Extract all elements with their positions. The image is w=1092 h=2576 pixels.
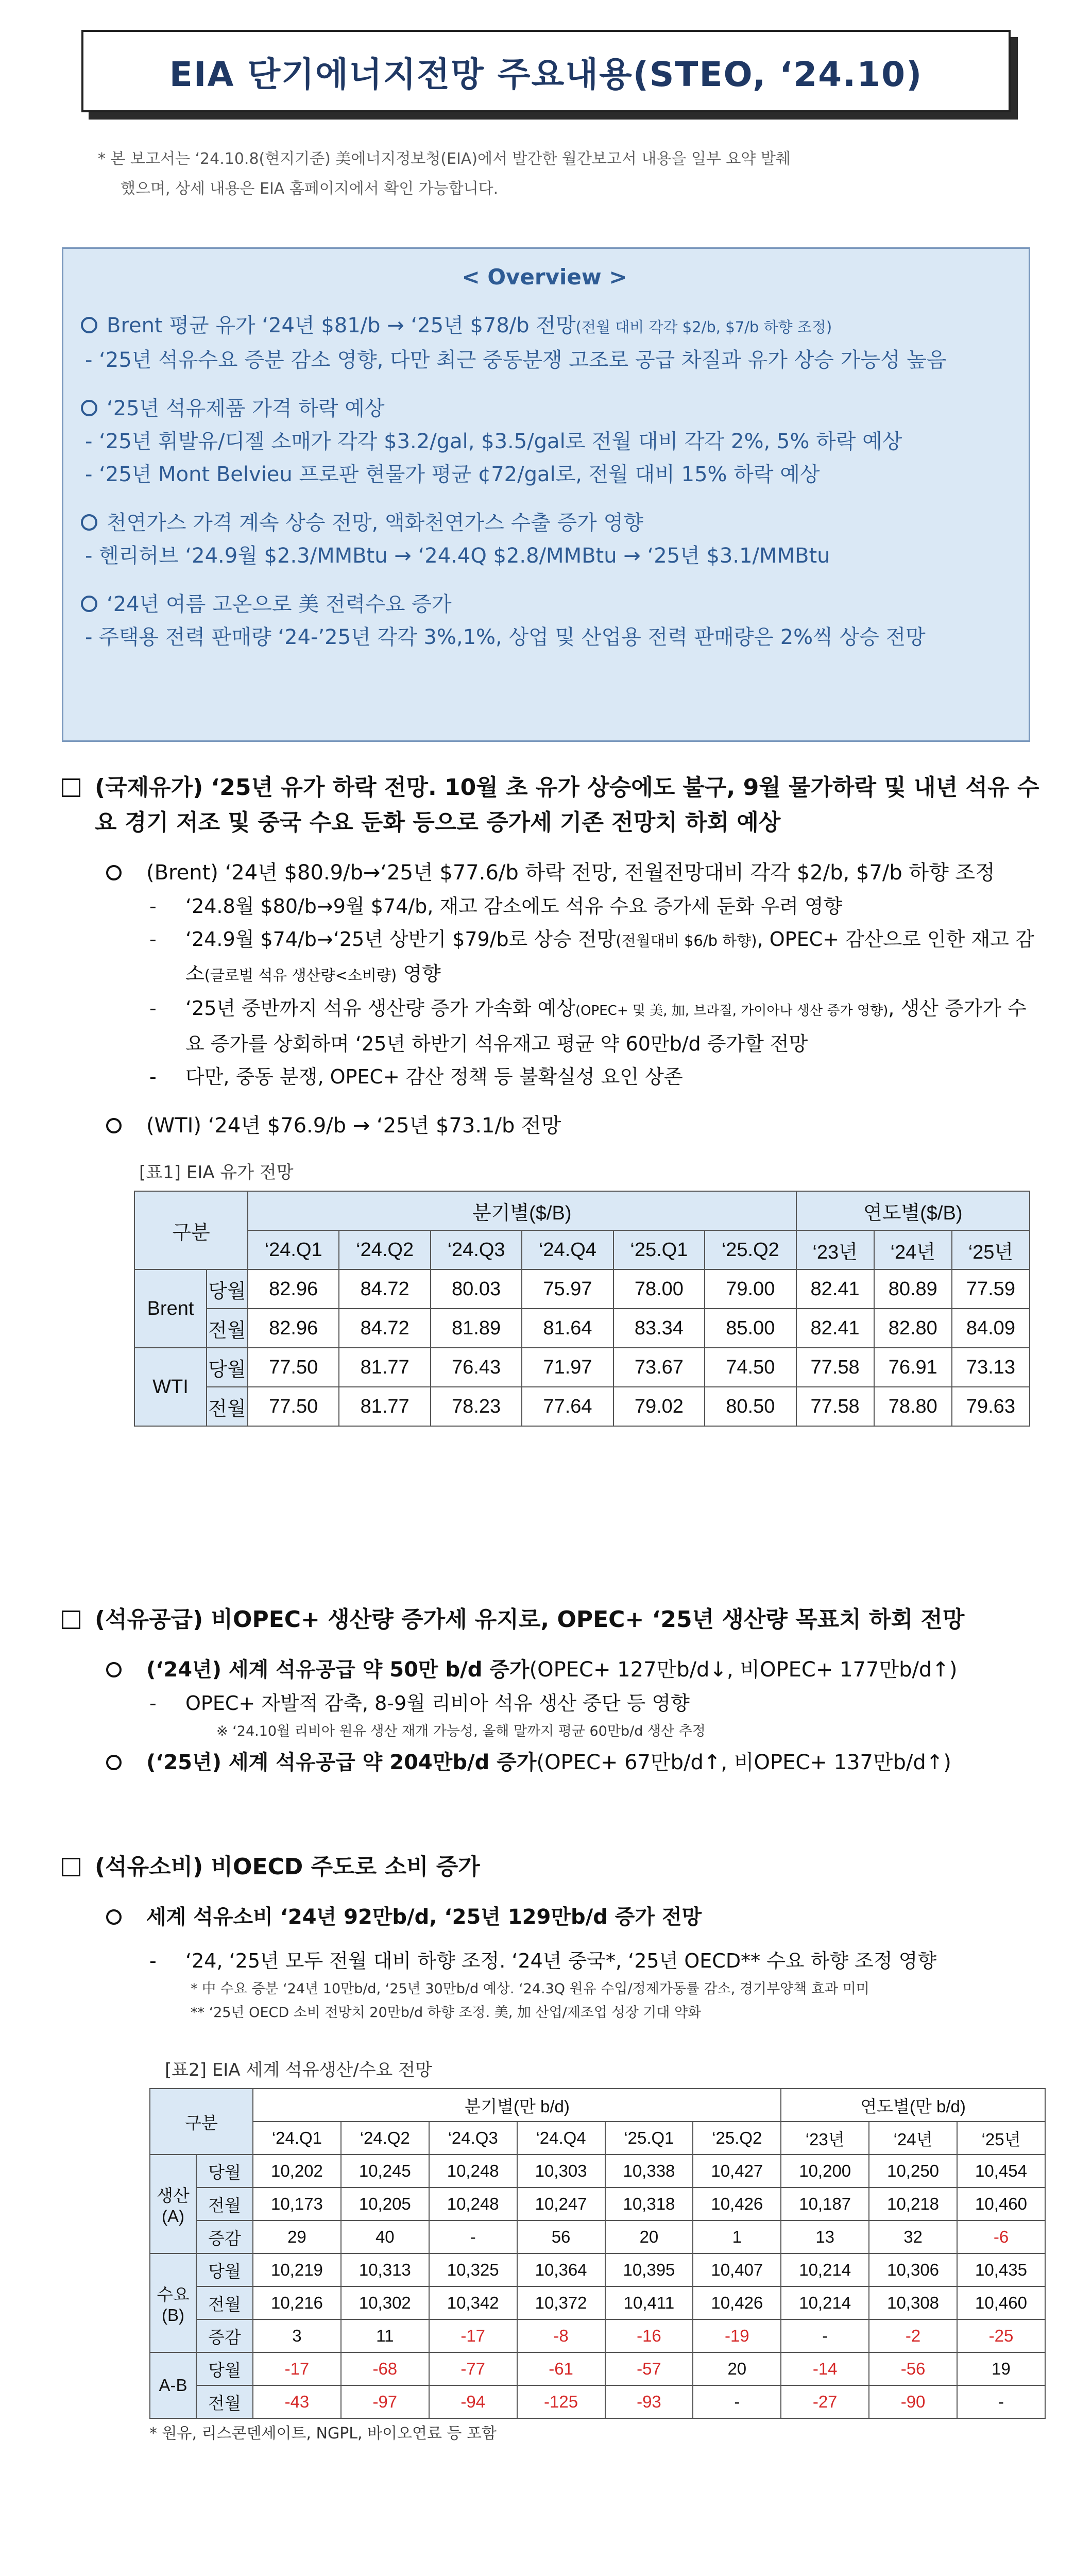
- section-oil-supply: (석유공급) 비OPEC+ 생산량 증가세 유지로, OPEC+ ‘25년 생산량 목표치 하회 전망 (‘24년) 세계 석유공급 약 50만 b/d 증가(OPEC+ 127만b/d↓, 비OPEC+ 177만b/d↑) - OPEC+ 자발적 감축, 8-9월 리비아 석유 생산 중단 등 영향 ※ ‘24.10월 리비아 원유 생산 재개 가능성, 올해 말까지 평균 60만b/d 생산 추정 (‘25년) 세계 석유공급 약 204만b/d 증가(OPEC+ 67만b/d↑, 비OPEC+ 137만b/d↑): [62, 1602, 1040, 1780]
- circle-bullet-icon: [106, 1118, 122, 1133]
- circle-bullet-icon: [81, 596, 97, 612]
- column-header: ‘24.Q4: [522, 1230, 613, 1269]
- column-header: ‘25.Q1: [613, 1230, 705, 1269]
- table-caption: [표2] EIA 세계 석유생산/수요 전망: [165, 2060, 432, 2080]
- overview-item-sub: - ‘25년 Mont Belvieu 프로판 현물가 평균 ¢72/gal로, 전월 대비 15% 하락 예상: [85, 463, 820, 486]
- supply-demand-table: 구분 분기별(만 b/d) 연도별(만 b/d) ‘24.Q1 ‘24.Q2 ‘24.Q3 ‘24.Q4 ‘25.Q1 ‘25.Q2 ‘23년 ‘24년 ‘25년 생산 (A) 당월 10,202 10,245 10,248 10,303 10,338 10,427 10,200 10,250 10,454 전월 10,173 10,205 10,248 10,247 10,318 10,426 10,187 10,218 10,460 증감 29 40 - 56 20 1 13 32 -6 수요 (B) 당월 10,219 10,313 10,325 10,364 10,395 10,407 10,214 10,306 10,435 전월 10,216 10,302 10,342 10,372 10,411 10,426 10,214 10,308 10,460 증감 3 11 -17 -8 -16 -19 - -2 -25 A-B 당월 -17 -68 -77 -61 -57 20 -14 -56 19 전월 -43 -97 -94 -125 -93 - -27 -90 -: [149, 2088, 1046, 2419]
- section-oil-consumption: (석유소비) 비OECD 주도로 소비 증가 세계 석유소비 ‘24년 92만b/d, ‘25년 129만b/d 증가 전망 - ‘24, ‘25년 모두 전월 대비 하향 조정. ‘24년 중국*, ‘25년 OECD** 수요 하향 조정 영향 * 中 수요 증분 ‘24년 10만b/d, ‘25년 30만b/d 예상. ‘24.3Q 원유 수입/정제가동률 감소, 경기부양책 효과 미미 ** ‘25년 OECD 소비 전망치 20만b/d 하향 조정. 美, 加 산업/제조업 성장 기대 약화 [표2] EIA 세계 석유생산/수요 전망 구분 분기별(만 b/d) 연도별(만 b/d) ‘24.Q1 ‘24.Q2 ‘24.Q3 ‘24.Q4 ‘25.Q1 ‘25.Q2 ‘23년 ‘24년 ‘25년 생산 (A) 당월 10,202 10,245 10,248 10,303 10,338 10,427 10,200 10,250 10,454 전월 10,173 10,205 10,248 10,247 10,318 10,426 10,187 10,218 10,460 증감 29 40 - 56 20 1 13 32 -6 수요 (B) 당월 10,219 10,313 10,325 10,364 10,395 10,407 10,214 10,306 10,435 전월 10,216 10,302 10,342 10,372 10,411 10,426 10,214 10,308 10,460 증감 3 11 -17 -8 -16 -19 - -2 -25 A-B 당월 -17 -68 -77 -61 -57 20 -14 -56 19 전월 -43 -97 -94 -125 -93 - -27 -90 - * 원유, 리스콘덴세이트, NGPL, 바이오연료 등 포함: [62, 1850, 1040, 2446]
- table-row: A-B 당월 -17 -68 -77 -61 -57 20 -14 -56 19: [150, 2352, 1045, 2385]
- circle-bullet-icon: [81, 514, 97, 531]
- overview-item-sub: - 주택용 전력 판매량 ‘24-’25년 각각 3%,1%, 상업 및 산업용 전력 판매량은 2%씩 상승 전망: [85, 625, 926, 649]
- square-bullet-icon: [62, 1611, 80, 1629]
- brent-outlook: (Brent) ‘24년 $80.9/b→‘25년 $77.6/b 하락 전망, 전월전망대비 각각 $2/b, $7/b 하향 조정: [146, 861, 995, 885]
- column-header: ‘24.Q1: [248, 1230, 339, 1269]
- table-row: 전월 82.96 84.72 81.89 81.64 83.34 85.00 82.41 82.80 84.09: [134, 1309, 1030, 1348]
- table-group-header: 분기별($/B): [248, 1191, 796, 1230]
- table-group-header: 연도별($/B): [796, 1191, 1030, 1230]
- page-title: EIA 단기에너지전망 주요내용(STEO, ‘24.10): [169, 54, 923, 94]
- table-row: 전월 -43 -97 -94 -125 -93 - -27 -90 -: [150, 2385, 1045, 2418]
- circle-bullet-icon: [81, 317, 97, 333]
- table-corner: 구분: [134, 1191, 248, 1269]
- overview-item-sub: - ‘25년 석유수요 증분 감소 영향, 다만 최근 중동분쟁 고조로 공급 차질과 유가 상승 가능성 높음: [85, 348, 947, 372]
- circle-bullet-icon: [81, 400, 97, 416]
- overview-item: [81, 392, 1008, 491]
- table-row: 수요 (B) 당월 10,219 10,313 10,325 10,364 10,395 10,407 10,214 10,306 10,435: [150, 2253, 1045, 2286]
- column-header: ‘24년: [874, 1230, 952, 1269]
- column-header: ‘25.Q2: [705, 1230, 796, 1269]
- list-item: - 다만, 중동 분쟁, OPEC+ 감산 정책 등 불확실성 요인 상존: [149, 1065, 683, 1088]
- overview-item: [81, 506, 1008, 572]
- section-heading: (석유소비) 비OECD 주도로 소비 증가: [95, 1854, 480, 1880]
- overview-item-sub: - 헨리허브 ‘24.9월 $2.3/MMBtu → ‘24.4Q $2.8/MMBtu → ‘25년 $3.1/MMBtu: [85, 544, 830, 568]
- section-oil-price: [62, 770, 1040, 1427]
- note: ** ‘25년 OECD 소비 전망치 20만b/d 하향 조정. 美, 加 산업/제조업 성장 기대 약화: [191, 2005, 702, 2021]
- table-row: 전월 10,173 10,205 10,248 10,247 10,318 10,426 10,187 10,218 10,460: [150, 2188, 1045, 2221]
- disclaimer-line-1: * 본 보고서는 ‘24.10.8(현지기준) 美에너지정보청(EIA)에서 발간한 월간보고서 내용을 일부 요약 발췌: [98, 150, 791, 168]
- wti-outlook: (WTI) ‘24년 $76.9/b → ‘25년 $73.1/b 전망: [146, 1114, 561, 1138]
- overview-item-sub: - ‘25년 휘발유/디젤 소매가 각각 $3.2/gal, $3.5/gal로 전월 대비 각각 2%, 5% 하락 예상: [85, 430, 902, 453]
- list-item: - ‘24.8월 $80/b→9월 $74/b, 재고 감소에도 석유 수요 증가세 둔화 우려 영향: [149, 895, 843, 918]
- overview-item: [81, 309, 1008, 377]
- circle-bullet-icon: [106, 865, 122, 880]
- column-header: ‘23년: [796, 1230, 874, 1269]
- overview-item-main: ‘25년 석유제품 가격 하락 예상: [107, 397, 385, 420]
- table-row: 증감 29 40 - 56 20 1 13 32 -6: [150, 2221, 1045, 2253]
- overview-box: [62, 247, 1030, 742]
- table-row: 생산 (A) 당월 10,202 10,245 10,248 10,303 10,338 10,427 10,200 10,250 10,454: [150, 2155, 1045, 2188]
- table-row: Brent 당월 82.96 84.72 80.03 75.97 78.00 79.00 82.41 80.89 77.59: [134, 1269, 1030, 1309]
- circle-bullet-icon: [106, 1755, 122, 1770]
- list-item: - OPEC+ 자발적 감축, 8-9월 리비아 석유 생산 중단 등 영향: [149, 1692, 690, 1715]
- list-item: - ‘24.9월 $74/b→‘25년 상반기 $79/b로 상승 전망(전월대비 $6/b 하향), OPEC+ 감산으로 인한 재고 감소(글로벌 석유 생산량<소비량) 영향: [149, 928, 1034, 985]
- square-bullet-icon: [62, 778, 80, 797]
- table-footnote: * 원유, 리스콘덴세이트, NGPL, 바이오연료 등 포함: [149, 2425, 497, 2443]
- table-row: 전월 77.50 81.77 78.23 77.64 79.02 80.50 77.58 78.80 79.63: [134, 1387, 1030, 1426]
- section-heading: (국제유가) ‘25년 유가 하락 전망. 10월 초 유가 상승에도 불구, 9월 물가하락 및 내년 석유 수요 경기 저조 및 중국 수요 둔화 등으로 증가세 기존 전망치 하회 예상: [95, 774, 1039, 836]
- list-item: - ‘24, ‘25년 모두 전월 대비 하향 조정. ‘24년 중국*, ‘25년 OECD** 수요 하향 조정 영향: [149, 1950, 937, 1972]
- column-header: ‘24.Q2: [339, 1230, 430, 1269]
- table-group-header: 연도별(만 b/d): [781, 2089, 1045, 2122]
- table-caption: [표1] EIA 유가 전망: [139, 1162, 294, 1183]
- overview-item: [81, 588, 1008, 654]
- note: ※ ‘24.10월 리비아 원유 생산 재개 가능성, 올해 말까지 평균 60만b/d 생산 추정: [216, 1723, 706, 1739]
- disclaimer: [98, 144, 1020, 204]
- disclaimer-line-2: 했으며, 상세 내용은 EIA 홈페이지에서 확인 가능합니다.: [121, 180, 499, 198]
- table-row: 증감 3 11 -17 -8 -16 -19 - -2 -25: [150, 2319, 1045, 2352]
- column-header: ‘24.Q3: [431, 1230, 522, 1269]
- overview-item-note: (전월 대비 각각 $2/b, $7/b 하향 조정): [575, 318, 832, 336]
- note: * 中 수요 증분 ‘24년 10만b/d, ‘25년 30만b/d 예상. ‘24.3Q 원유 수입/정제가동률 감소, 경기부양책 효과 미미: [191, 1981, 869, 1997]
- title-box: [81, 30, 1011, 112]
- overview-title: < Overview >: [462, 264, 627, 290]
- circle-bullet-icon: [106, 1662, 122, 1677]
- table-row: WTI 당월 77.50 81.77 76.43 71.97 73.67 74.50 77.58 76.91 73.13: [134, 1348, 1030, 1387]
- table-group-header: 분기별(만 b/d): [253, 2089, 781, 2122]
- column-header: ‘25년: [952, 1230, 1030, 1269]
- overview-item-main: ‘24년 여름 고온으로 美 전력수요 증가: [107, 592, 452, 616]
- table-corner: 구분: [150, 2089, 253, 2155]
- overview-item-main: Brent 평균 유가 ‘24년 $81/b → ‘25년 $78/b 전망: [107, 314, 576, 337]
- section-heading: (석유공급) 비OPEC+ 생산량 증가세 유지로, OPEC+ ‘25년 생산량 목표치 하회 전망: [95, 1606, 965, 1633]
- overview-item-main: 천연가스 가격 계속 상승 전망, 액화천연가스 수출 증가 영향: [107, 511, 643, 535]
- table-row: 전월 10,216 10,302 10,342 10,372 10,411 10,426 10,214 10,308 10,460: [150, 2286, 1045, 2319]
- oil-price-table: [134, 1191, 1030, 1427]
- list-item: - ‘25년 중반까지 석유 생산량 증가 가속화 예상(OPEC+ 및 美, 加, 브라질, 가이아나 생산 증가 영향), 생산 증가가 수요 증가를 상회하며 ‘25년 하반기 석유재고 평균 약 60만b/d 증가할 전망: [149, 997, 1027, 1055]
- square-bullet-icon: [62, 1858, 80, 1876]
- circle-bullet-icon: [106, 1909, 122, 1925]
